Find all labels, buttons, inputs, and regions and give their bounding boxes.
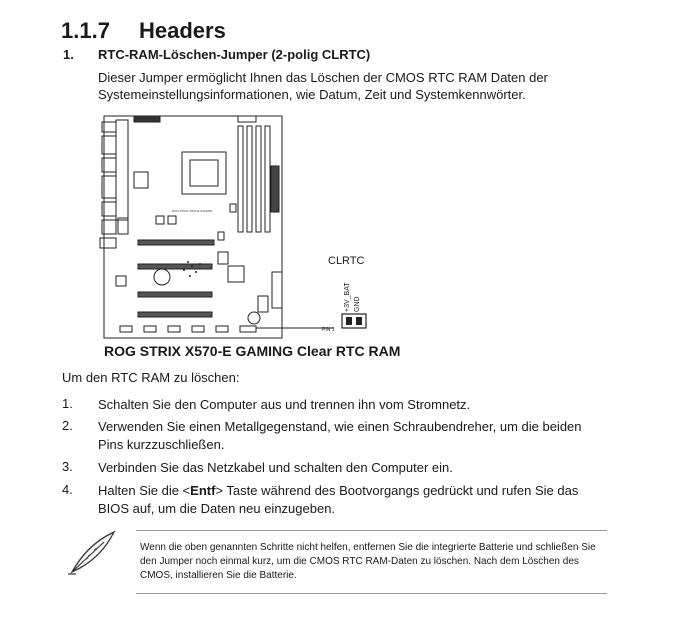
step-number: 1. [62, 396, 73, 411]
step-text [98, 482, 598, 518]
motherboard-drawing [98, 112, 398, 344]
clrtc-header [342, 314, 366, 328]
step-text-part: Halten Sie die < [98, 483, 191, 498]
motherboard-diagram [98, 112, 398, 344]
pin-label-gnd: GND [354, 296, 361, 312]
diagram-caption: ROG STRIX X570-E GAMING Clear RTC RAM [104, 343, 401, 359]
step-text: Schalten Sie den Computer aus und trennen ihn vom Stromnetz. [98, 397, 471, 412]
pin-label-3v-bat: +3V_BAT [344, 282, 351, 312]
subsection-title: RTC-RAM-Löschen-Jumper (2-polig CLRTC) [98, 47, 371, 62]
subsection-number: 1. [63, 47, 74, 62]
feather-pen-icon [64, 528, 120, 578]
intro-paragraph: Dieser Jumper ermöglicht Ihnen das Löschen der CMOS RTC RAM Daten der Systemeinstellungsinformationen, wie Datum, Zeit und Systemkennwörter. [98, 70, 548, 102]
step-text: Verbinden Sie das Netzkabel und schalten den Computer ein. [98, 460, 453, 475]
clrtc-label: CLRTC [328, 255, 365, 267]
pin1-label: PIN 1 [322, 327, 335, 333]
section-title: Headers [139, 18, 226, 43]
board-name-text: ROG STRIX X570-E GAMING [172, 209, 213, 213]
step-text: Verwenden Sie einen Metallgegenstand, wie einen Schraubendreher, um die beiden Pins kurzzuschließen. [98, 419, 582, 452]
step-number: 4. [62, 482, 73, 497]
key-name: Entf [190, 483, 216, 498]
note-text: Wenn die oben genannten Schritte nicht helfen, entfernen Sie die integrierte Batterie und schließen Sie den Jumper noch einmal kurz, um die CMOS RTC RAM-Daten zu löschen. Nach dem Löschen des CMOS, installieren Sie die Batterie. [140, 542, 596, 581]
section-number: 1.1.7 [61, 18, 110, 43]
step-number: 3. [62, 459, 73, 474]
step-text-part: > Taste während des Bootvorgangs gedrückt und rufen Sie das BIOS auf, um die Daten neu einzugeben. [98, 483, 579, 516]
steps-lead: Um den RTC RAM zu löschen: [62, 370, 240, 385]
step-number: 2. [62, 418, 73, 433]
